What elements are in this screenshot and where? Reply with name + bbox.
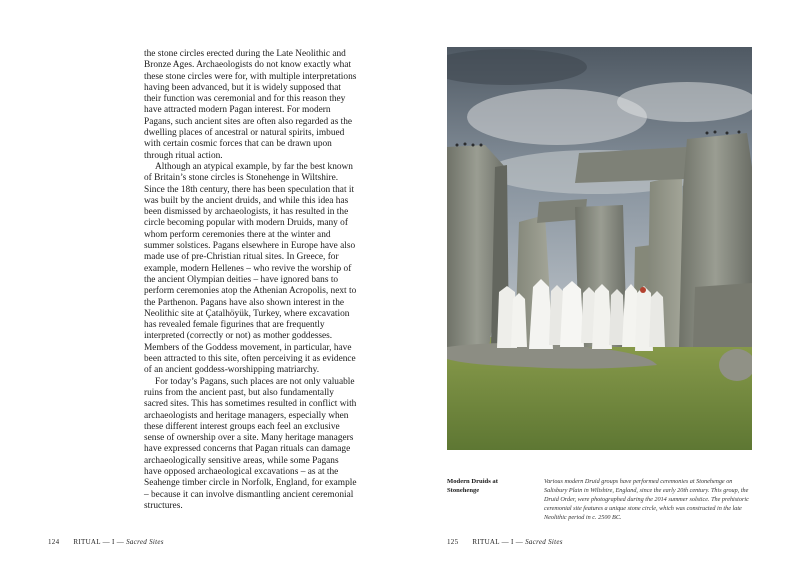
folio-right: [447, 538, 563, 546]
paragraph: Although an atypical example, by far the best known of Britain’s stone circles is Stonehenge in Wiltshire. Since the 18th century, there has been speculation that it was built by the ancient druids, and while this idea has been dismissed by archaeologists, it has resulted in the circle becoming popular with modern Druids, many of whom perform ceremonies there at the winter and summer solstices. Pagans elsewhere in Europe have also made use of pre-Christian ritual sites. In Greece, for example, modern Hellenes – who revive the worship of the ancient Olympian deities – have ignored bans to perform ceremonies atop the Athenian Acropolis, next to the Parthenon. Pagans have also shown interest in the Neolithic site at Çatalhöyük, Turkey, where excavation has revealed female figurines that are frequently interpreted (correctly or not) as mother goddesses. Members of the Goddess movement, in particular, have been attracted to this site, often perceiving it as evidence of an ancient goddess-worshipping matriarchy.: [144, 161, 357, 376]
caption-body: Various modern Druid groups have performed ceremonies at Stonehenge on Salisbury Plain in Wiltshire, England, since the early 20th century. This group, the Druid Order, were photographed during the 2014 summer solstice. The prehistoric ceremonial site features a unique stone circle, which was constructed in the late Neolithic period in c. 2500 BC.: [544, 478, 749, 522]
running-head-section: RITUAL — I —: [472, 538, 523, 546]
running-head-subsection: Sacred Sites: [525, 538, 563, 546]
stonehenge-photo: [447, 47, 752, 450]
caption-title: Modern Druids at Stonehenge: [447, 478, 498, 494]
running-head-section: RITUAL — I —: [73, 538, 124, 546]
folio-left: [48, 538, 164, 546]
page-number: 125: [447, 538, 459, 546]
page-number: 124: [48, 538, 60, 546]
paragraph: the stone circles erected during the Late Neolithic and Bronze Ages. Archaeologists do not know exactly what these stone circles were for, with multiple interpretations having been advanced, but it is widely supposed that their function was ceremonial and for this reason they have attracted modern Pagan interest. For modern Pagans, such ancient sites are often also regarded as the dwelling places of ancestral or natural spirits, imbued with certain cosmic forces that can be drawn upon through ritual action.: [144, 49, 357, 161]
paragraph: For today’s Pagans, such places are not only valuable ruins from the ancient past, but also fundamentally sacred sites. This has sometimes resulted in conflict with archaeologists and heritage managers, especially when these different interest groups each feel an exclusive sense of ownership over a site. Many heritage managers have expressed concerns that Pagan rituals can damage archaeologically sensitive areas, while some Pagans have opposed archaeological excavations – as at the Seahenge timber circle in Norfolk, England, for example – because it can involve dismantling ancient ceremonial structures.: [144, 376, 357, 511]
running-head-subsection: Sacred Sites: [126, 538, 164, 546]
body-text: [144, 49, 358, 512]
